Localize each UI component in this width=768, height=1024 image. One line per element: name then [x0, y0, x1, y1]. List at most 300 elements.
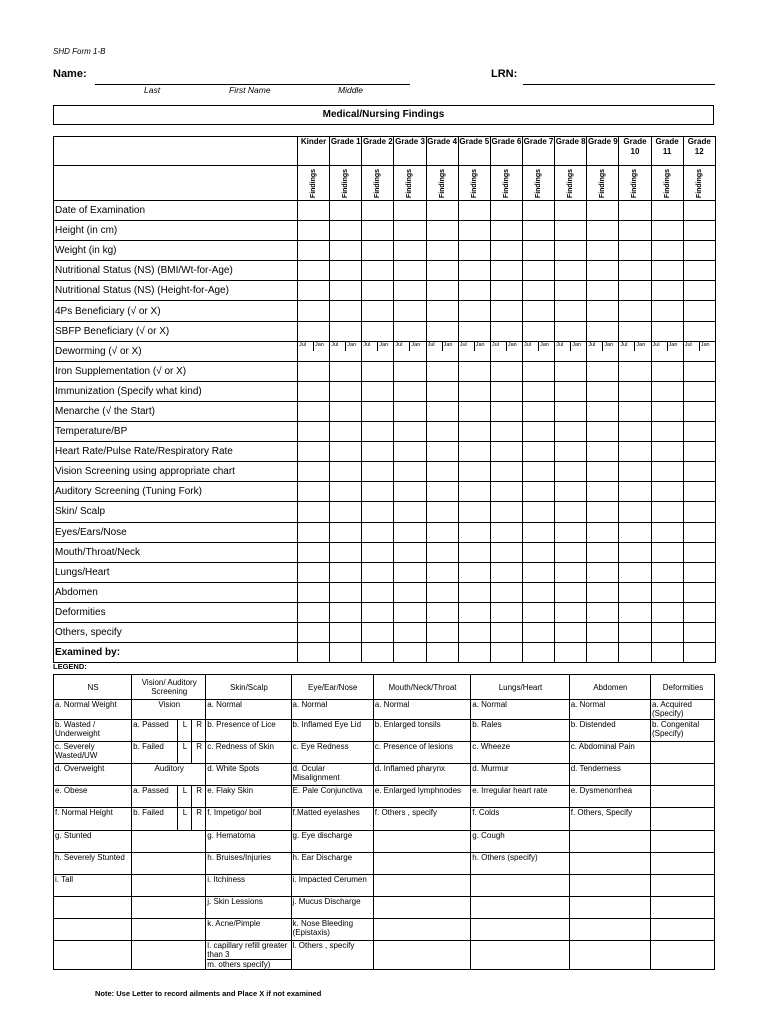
entry-cell[interactable]	[330, 422, 362, 442]
entry-cell[interactable]	[555, 281, 587, 301]
entry-cell[interactable]	[426, 442, 458, 462]
entry-cell[interactable]	[458, 401, 490, 421]
entry-cell[interactable]	[522, 321, 554, 341]
entry-cell[interactable]	[555, 562, 587, 582]
entry-cell[interactable]	[330, 522, 362, 542]
entry-cell[interactable]	[522, 622, 554, 642]
entry-cell[interactable]	[394, 201, 426, 221]
entry-cell[interactable]	[426, 381, 458, 401]
entry-cell[interactable]	[298, 562, 330, 582]
entry-cell[interactable]	[651, 542, 683, 562]
entry-cell[interactable]	[458, 241, 490, 261]
entry-cell[interactable]	[522, 602, 554, 622]
entry-cell[interactable]	[330, 462, 362, 482]
entry-cell[interactable]	[458, 482, 490, 502]
entry-cell[interactable]	[426, 401, 458, 421]
entry-cell[interactable]	[426, 562, 458, 582]
entry-cell[interactable]	[362, 341, 394, 361]
entry-cell[interactable]	[683, 562, 715, 582]
entry-cell[interactable]	[587, 341, 619, 361]
entry-cell[interactable]	[587, 502, 619, 522]
entry-cell[interactable]	[522, 643, 554, 663]
entry-cell[interactable]	[298, 622, 330, 642]
entry-cell[interactable]	[555, 201, 587, 221]
entry-cell[interactable]	[394, 381, 426, 401]
entry-cell[interactable]	[490, 401, 522, 421]
entry-cell[interactable]	[651, 401, 683, 421]
entry-cell[interactable]	[619, 241, 651, 261]
entry-cell[interactable]	[394, 522, 426, 542]
entry-cell[interactable]	[619, 361, 651, 381]
entry-cell[interactable]	[683, 261, 715, 281]
entry-cell[interactable]	[587, 301, 619, 321]
entry-cell[interactable]	[458, 442, 490, 462]
entry-cell[interactable]	[619, 301, 651, 321]
entry-cell[interactable]	[522, 381, 554, 401]
entry-cell[interactable]	[362, 622, 394, 642]
entry-cell[interactable]	[394, 281, 426, 301]
entry-cell[interactable]	[394, 622, 426, 642]
entry-cell[interactable]	[651, 381, 683, 401]
entry-cell[interactable]	[683, 281, 715, 301]
entry-cell[interactable]	[587, 422, 619, 442]
entry-cell[interactable]	[362, 221, 394, 241]
entry-cell[interactable]	[619, 542, 651, 562]
entry-cell[interactable]	[651, 562, 683, 582]
entry-cell[interactable]	[522, 361, 554, 381]
entry-cell[interactable]	[555, 422, 587, 442]
entry-cell[interactable]	[458, 522, 490, 542]
entry-cell[interactable]	[587, 381, 619, 401]
entry-cell[interactable]	[587, 361, 619, 381]
entry-cell[interactable]	[426, 261, 458, 281]
entry-cell[interactable]	[651, 643, 683, 663]
entry-cell[interactable]	[458, 602, 490, 622]
entry-cell[interactable]	[587, 582, 619, 602]
entry-cell[interactable]	[490, 381, 522, 401]
entry-cell[interactable]	[394, 442, 426, 462]
entry-cell[interactable]	[555, 582, 587, 602]
entry-cell[interactable]	[555, 542, 587, 562]
entry-cell[interactable]	[587, 261, 619, 281]
entry-cell[interactable]	[298, 422, 330, 442]
entry-cell[interactable]	[651, 321, 683, 341]
entry-cell[interactable]	[394, 221, 426, 241]
entry-cell[interactable]	[522, 301, 554, 321]
entry-cell[interactable]	[298, 221, 330, 241]
entry-cell[interactable]	[394, 482, 426, 502]
entry-cell[interactable]	[330, 321, 362, 341]
entry-cell[interactable]	[394, 422, 426, 442]
entry-cell[interactable]	[298, 542, 330, 562]
entry-cell[interactable]	[426, 241, 458, 261]
entry-cell[interactable]	[555, 482, 587, 502]
entry-cell[interactable]	[587, 442, 619, 462]
entry-cell[interactable]	[426, 341, 458, 361]
entry-cell[interactable]	[330, 562, 362, 582]
entry-cell[interactable]	[587, 401, 619, 421]
entry-cell[interactable]	[330, 643, 362, 663]
entry-cell[interactable]	[651, 602, 683, 622]
entry-cell[interactable]	[330, 361, 362, 381]
entry-cell[interactable]	[555, 241, 587, 261]
entry-cell[interactable]	[619, 562, 651, 582]
entry-cell[interactable]	[426, 321, 458, 341]
entry-cell[interactable]	[619, 281, 651, 301]
entry-cell[interactable]	[522, 462, 554, 482]
entry-cell[interactable]	[490, 221, 522, 241]
entry-cell[interactable]	[490, 301, 522, 321]
entry-cell[interactable]	[458, 562, 490, 582]
entry-cell[interactable]	[458, 422, 490, 442]
entry-cell[interactable]	[651, 582, 683, 602]
entry-cell[interactable]	[298, 462, 330, 482]
entry-cell[interactable]	[522, 562, 554, 582]
entry-cell[interactable]	[587, 462, 619, 482]
entry-cell[interactable]	[330, 381, 362, 401]
entry-cell[interactable]	[522, 522, 554, 542]
entry-cell[interactable]	[330, 542, 362, 562]
entry-cell[interactable]	[683, 361, 715, 381]
entry-cell[interactable]	[298, 361, 330, 381]
entry-cell[interactable]	[298, 602, 330, 622]
entry-cell[interactable]	[522, 281, 554, 301]
entry-cell[interactable]	[330, 281, 362, 301]
entry-cell[interactable]	[362, 381, 394, 401]
entry-cell[interactable]	[330, 442, 362, 462]
entry-cell[interactable]	[651, 301, 683, 321]
entry-cell[interactable]	[458, 542, 490, 562]
entry-cell[interactable]	[555, 442, 587, 462]
entry-cell[interactable]	[458, 261, 490, 281]
entry-cell[interactable]	[426, 643, 458, 663]
entry-cell[interactable]	[619, 482, 651, 502]
entry-cell[interactable]	[362, 361, 394, 381]
entry-cell[interactable]	[555, 361, 587, 381]
entry-cell[interactable]	[587, 221, 619, 241]
entry-cell[interactable]	[683, 622, 715, 642]
entry-cell[interactable]	[330, 261, 362, 281]
entry-cell[interactable]	[298, 582, 330, 602]
entry-cell[interactable]	[490, 261, 522, 281]
entry-cell[interactable]	[490, 562, 522, 582]
entry-cell[interactable]	[522, 201, 554, 221]
entry-cell[interactable]	[458, 301, 490, 321]
entry-cell[interactable]	[330, 221, 362, 241]
entry-cell[interactable]	[619, 622, 651, 642]
entry-cell[interactable]	[619, 321, 651, 341]
entry-cell[interactable]	[490, 602, 522, 622]
entry-cell[interactable]	[619, 462, 651, 482]
entry-cell[interactable]	[587, 482, 619, 502]
entry-cell[interactable]	[426, 462, 458, 482]
entry-cell[interactable]	[426, 602, 458, 622]
entry-cell[interactable]	[458, 381, 490, 401]
entry-cell[interactable]	[587, 622, 619, 642]
entry-cell[interactable]	[522, 482, 554, 502]
entry-cell[interactable]	[619, 442, 651, 462]
entry-cell[interactable]	[298, 442, 330, 462]
entry-cell[interactable]	[683, 643, 715, 663]
entry-cell[interactable]	[490, 422, 522, 442]
entry-cell[interactable]	[587, 643, 619, 663]
entry-cell[interactable]	[490, 241, 522, 261]
entry-cell[interactable]	[458, 201, 490, 221]
entry-cell[interactable]	[683, 341, 715, 361]
entry-cell[interactable]	[490, 643, 522, 663]
entry-cell[interactable]	[458, 643, 490, 663]
entry-cell[interactable]	[555, 622, 587, 642]
entry-cell[interactable]	[298, 482, 330, 502]
entry-cell[interactable]	[651, 261, 683, 281]
entry-cell[interactable]	[683, 502, 715, 522]
entry-cell[interactable]	[555, 321, 587, 341]
entry-cell[interactable]	[555, 261, 587, 281]
entry-cell[interactable]	[362, 582, 394, 602]
entry-cell[interactable]	[298, 381, 330, 401]
entry-cell[interactable]	[298, 401, 330, 421]
entry-cell[interactable]	[298, 241, 330, 261]
entry-cell[interactable]	[426, 582, 458, 602]
entry-cell[interactable]	[458, 582, 490, 602]
entry-cell[interactable]	[362, 281, 394, 301]
entry-cell[interactable]	[651, 502, 683, 522]
entry-cell[interactable]	[394, 341, 426, 361]
entry-cell[interactable]	[651, 482, 683, 502]
entry-cell[interactable]	[619, 201, 651, 221]
entry-cell[interactable]	[683, 462, 715, 482]
entry-cell[interactable]	[458, 281, 490, 301]
entry-cell[interactable]	[522, 401, 554, 421]
entry-cell[interactable]	[362, 522, 394, 542]
entry-cell[interactable]	[490, 281, 522, 301]
entry-cell[interactable]	[651, 221, 683, 241]
lrn-line[interactable]	[523, 84, 715, 85]
entry-cell[interactable]	[683, 542, 715, 562]
entry-cell[interactable]	[683, 522, 715, 542]
entry-cell[interactable]	[394, 241, 426, 261]
entry-cell[interactable]	[362, 442, 394, 462]
entry-cell[interactable]	[619, 643, 651, 663]
entry-cell[interactable]	[651, 341, 683, 361]
entry-cell[interactable]	[555, 221, 587, 241]
entry-cell[interactable]	[619, 522, 651, 542]
entry-cell[interactable]	[426, 361, 458, 381]
entry-cell[interactable]	[490, 442, 522, 462]
entry-cell[interactable]	[683, 442, 715, 462]
entry-cell[interactable]	[490, 502, 522, 522]
entry-cell[interactable]	[683, 602, 715, 622]
entry-cell[interactable]	[426, 522, 458, 542]
entry-cell[interactable]	[330, 401, 362, 421]
entry-cell[interactable]	[362, 602, 394, 622]
entry-cell[interactable]	[587, 321, 619, 341]
entry-cell[interactable]	[619, 602, 651, 622]
entry-cell[interactable]	[458, 221, 490, 241]
entry-cell[interactable]	[362, 201, 394, 221]
entry-cell[interactable]	[683, 301, 715, 321]
entry-cell[interactable]	[651, 462, 683, 482]
entry-cell[interactable]	[522, 422, 554, 442]
entry-cell[interactable]	[426, 281, 458, 301]
entry-cell[interactable]	[522, 221, 554, 241]
entry-cell[interactable]	[651, 361, 683, 381]
entry-cell[interactable]	[555, 502, 587, 522]
entry-cell[interactable]	[394, 562, 426, 582]
entry-cell[interactable]	[298, 261, 330, 281]
entry-cell[interactable]	[394, 602, 426, 622]
entry-cell[interactable]	[362, 321, 394, 341]
entry-cell[interactable]	[587, 281, 619, 301]
entry-cell[interactable]	[555, 522, 587, 542]
entry-cell[interactable]	[298, 201, 330, 221]
entry-cell[interactable]	[426, 482, 458, 502]
entry-cell[interactable]	[619, 422, 651, 442]
entry-cell[interactable]	[298, 502, 330, 522]
entry-cell[interactable]	[330, 301, 362, 321]
entry-cell[interactable]	[619, 401, 651, 421]
entry-cell[interactable]	[555, 643, 587, 663]
entry-cell[interactable]	[394, 542, 426, 562]
entry-cell[interactable]	[587, 602, 619, 622]
entry-cell[interactable]	[522, 241, 554, 261]
entry-cell[interactable]	[394, 261, 426, 281]
entry-cell[interactable]	[362, 401, 394, 421]
entry-cell[interactable]	[522, 442, 554, 462]
entry-cell[interactable]	[458, 622, 490, 642]
entry-cell[interactable]	[394, 301, 426, 321]
entry-cell[interactable]	[330, 502, 362, 522]
entry-cell[interactable]	[555, 301, 587, 321]
entry-cell[interactable]	[458, 361, 490, 381]
entry-cell[interactable]	[362, 241, 394, 261]
entry-cell[interactable]	[683, 582, 715, 602]
entry-cell[interactable]	[298, 321, 330, 341]
entry-cell[interactable]	[362, 482, 394, 502]
entry-cell[interactable]	[458, 462, 490, 482]
entry-cell[interactable]	[490, 201, 522, 221]
entry-cell[interactable]	[522, 261, 554, 281]
entry-cell[interactable]	[522, 502, 554, 522]
entry-cell[interactable]	[394, 321, 426, 341]
entry-cell[interactable]	[458, 502, 490, 522]
entry-cell[interactable]	[458, 341, 490, 361]
entry-cell[interactable]	[555, 341, 587, 361]
entry-cell[interactable]	[651, 622, 683, 642]
entry-cell[interactable]	[330, 201, 362, 221]
entry-cell[interactable]	[587, 201, 619, 221]
entry-cell[interactable]	[490, 462, 522, 482]
entry-cell[interactable]	[683, 201, 715, 221]
entry-cell[interactable]	[651, 422, 683, 442]
entry-cell[interactable]	[394, 401, 426, 421]
entry-cell[interactable]	[490, 321, 522, 341]
entry-cell[interactable]	[362, 462, 394, 482]
entry-cell[interactable]	[394, 582, 426, 602]
entry-cell[interactable]	[362, 422, 394, 442]
entry-cell[interactable]	[426, 422, 458, 442]
entry-cell[interactable]	[619, 221, 651, 241]
entry-cell[interactable]	[394, 643, 426, 663]
entry-cell[interactable]	[490, 361, 522, 381]
entry-cell[interactable]	[362, 542, 394, 562]
entry-cell[interactable]	[683, 401, 715, 421]
entry-cell[interactable]	[362, 562, 394, 582]
entry-cell[interactable]	[362, 301, 394, 321]
entry-cell[interactable]	[651, 522, 683, 542]
entry-cell[interactable]	[683, 241, 715, 261]
entry-cell[interactable]	[490, 522, 522, 542]
entry-cell[interactable]	[619, 381, 651, 401]
entry-cell[interactable]	[426, 502, 458, 522]
entry-cell[interactable]	[490, 482, 522, 502]
entry-cell[interactable]	[426, 622, 458, 642]
entry-cell[interactable]	[587, 562, 619, 582]
entry-cell[interactable]	[587, 241, 619, 261]
entry-cell[interactable]	[362, 502, 394, 522]
entry-cell[interactable]	[522, 341, 554, 361]
entry-cell[interactable]	[651, 442, 683, 462]
entry-cell[interactable]	[619, 582, 651, 602]
entry-cell[interactable]	[394, 502, 426, 522]
entry-cell[interactable]	[458, 321, 490, 341]
entry-cell[interactable]	[587, 542, 619, 562]
entry-cell[interactable]	[426, 201, 458, 221]
entry-cell[interactable]	[587, 522, 619, 542]
entry-cell[interactable]	[330, 602, 362, 622]
entry-cell[interactable]	[362, 261, 394, 281]
entry-cell[interactable]	[619, 261, 651, 281]
entry-cell[interactable]	[490, 582, 522, 602]
entry-cell[interactable]	[490, 622, 522, 642]
entry-cell[interactable]	[330, 241, 362, 261]
entry-cell[interactable]	[651, 281, 683, 301]
entry-cell[interactable]	[394, 462, 426, 482]
entry-cell[interactable]	[683, 221, 715, 241]
entry-cell[interactable]	[619, 341, 651, 361]
entry-cell[interactable]	[298, 281, 330, 301]
entry-cell[interactable]	[651, 241, 683, 261]
entry-cell[interactable]	[426, 221, 458, 241]
entry-cell[interactable]	[555, 401, 587, 421]
entry-cell[interactable]	[298, 643, 330, 663]
entry-cell[interactable]	[330, 341, 362, 361]
entry-cell[interactable]	[683, 321, 715, 341]
entry-cell[interactable]	[555, 602, 587, 622]
entry-cell[interactable]	[490, 341, 522, 361]
entry-cell[interactable]	[426, 301, 458, 321]
entry-cell[interactable]	[330, 582, 362, 602]
entry-cell[interactable]	[651, 201, 683, 221]
entry-cell[interactable]	[619, 502, 651, 522]
entry-cell[interactable]	[555, 381, 587, 401]
entry-cell[interactable]	[394, 361, 426, 381]
entry-cell[interactable]	[490, 542, 522, 562]
entry-cell[interactable]	[683, 381, 715, 401]
entry-cell[interactable]	[522, 582, 554, 602]
entry-cell[interactable]	[683, 422, 715, 442]
entry-cell[interactable]	[330, 482, 362, 502]
entry-cell[interactable]	[426, 542, 458, 562]
entry-cell[interactable]	[298, 301, 330, 321]
entry-cell[interactable]	[362, 643, 394, 663]
entry-cell[interactable]	[683, 482, 715, 502]
entry-cell[interactable]	[555, 462, 587, 482]
entry-cell[interactable]	[330, 622, 362, 642]
entry-cell[interactable]	[298, 522, 330, 542]
entry-cell[interactable]	[522, 542, 554, 562]
entry-cell[interactable]	[298, 341, 330, 361]
